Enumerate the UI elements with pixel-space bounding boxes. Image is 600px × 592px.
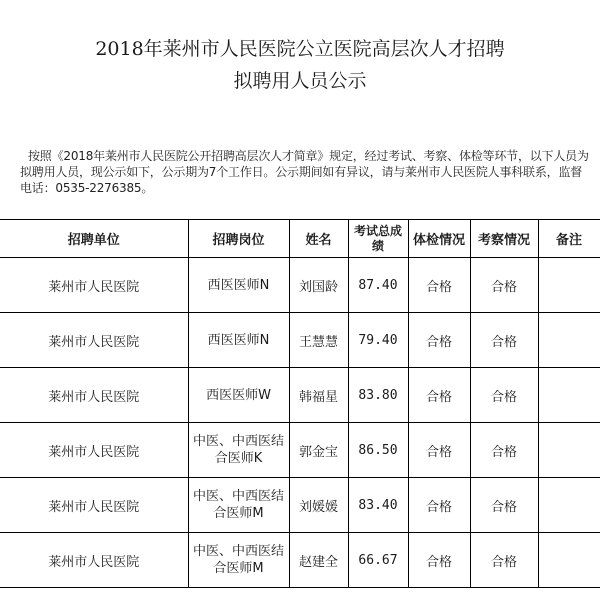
table-row xyxy=(0,533,600,588)
cell-score: 66.67 xyxy=(348,533,408,588)
cell-remark xyxy=(538,313,600,368)
cell-inspection: 合格 xyxy=(470,313,538,368)
cell-physical: 合格 xyxy=(408,313,470,368)
header-post: 招聘岗位 xyxy=(188,220,289,258)
cell-name: 刘国龄 xyxy=(289,258,348,313)
cell-post: 中医、中西医结合医师M xyxy=(188,533,289,588)
cell-inspection: 合格 xyxy=(470,258,538,313)
cell-inspection: 合格 xyxy=(470,533,538,588)
document-subtitle: 拟聘用人员公示 xyxy=(233,70,367,92)
cell-unit: 莱州市人民医院 xyxy=(0,258,188,313)
cell-inspection: 合格 xyxy=(470,478,538,533)
table-row xyxy=(0,368,600,423)
cell-score: 87.40 xyxy=(348,258,408,313)
cell-unit: 莱州市人民医院 xyxy=(0,368,188,423)
cell-name: 郭金宝 xyxy=(289,423,348,478)
header-physical: 体检情况 xyxy=(408,220,470,258)
table-header-row xyxy=(0,220,600,258)
cell-inspection: 合格 xyxy=(470,368,538,423)
header-unit: 招聘单位 xyxy=(0,220,188,258)
document-title: 2018年莱州市人民医院公立医院高层次人才招聘 xyxy=(95,38,505,60)
cell-remark xyxy=(538,533,600,588)
cell-physical: 合格 xyxy=(408,368,470,423)
cell-unit: 莱州市人民医院 xyxy=(0,313,188,368)
cell-post: 中医、中西医结合医师M xyxy=(188,478,289,533)
cell-post: 西医医师N xyxy=(188,258,289,313)
table-row xyxy=(0,423,600,478)
cell-name: 刘媛媛 xyxy=(289,478,348,533)
cell-physical: 合格 xyxy=(408,423,470,478)
cell-unit: 莱州市人民医院 xyxy=(0,533,188,588)
cell-unit: 莱州市人民医院 xyxy=(0,423,188,478)
cell-score: 83.80 xyxy=(348,368,408,423)
cell-inspection: 合格 xyxy=(470,423,538,478)
table-row xyxy=(0,258,600,313)
cell-post: 西医医师N xyxy=(188,313,289,368)
header-name: 姓名 xyxy=(289,220,348,258)
header-inspection: 考察情况 xyxy=(470,220,538,258)
header-score: 考试总成绩 xyxy=(348,220,408,258)
cell-score: 83.40 xyxy=(348,478,408,533)
cell-unit: 莱州市人民医院 xyxy=(0,478,188,533)
cell-physical: 合格 xyxy=(408,533,470,588)
table-row xyxy=(0,478,600,533)
cell-score: 79.40 xyxy=(348,313,408,368)
cell-name: 韩福星 xyxy=(289,368,348,423)
table-row xyxy=(0,313,600,368)
cell-remark xyxy=(538,478,600,533)
cell-score: 86.50 xyxy=(348,423,408,478)
header-remark: 备注 xyxy=(538,220,600,258)
cell-physical: 合格 xyxy=(408,478,470,533)
cell-remark xyxy=(538,368,600,423)
cell-name: 赵建全 xyxy=(289,533,348,588)
cell-remark xyxy=(538,258,600,313)
cell-remark xyxy=(538,423,600,478)
cell-physical: 合格 xyxy=(408,258,470,313)
cell-name: 王慧慧 xyxy=(289,313,348,368)
candidate-table xyxy=(0,219,600,588)
notice-paragraph: 按照《2018年莱州市人民医院公开招聘高层次人才简章》规定，经过考试、考察、体检等环节，以下人员为拟聘用人员，现公示如下，公示期为7个工作日。公示期间如有异议，请与莱州市人民医院人事科联系，监督电话：0535-2276385。 xyxy=(20,149,589,195)
cell-post: 西医医师W xyxy=(188,368,289,423)
cell-post: 中医、中西医结合医师K xyxy=(188,423,289,478)
